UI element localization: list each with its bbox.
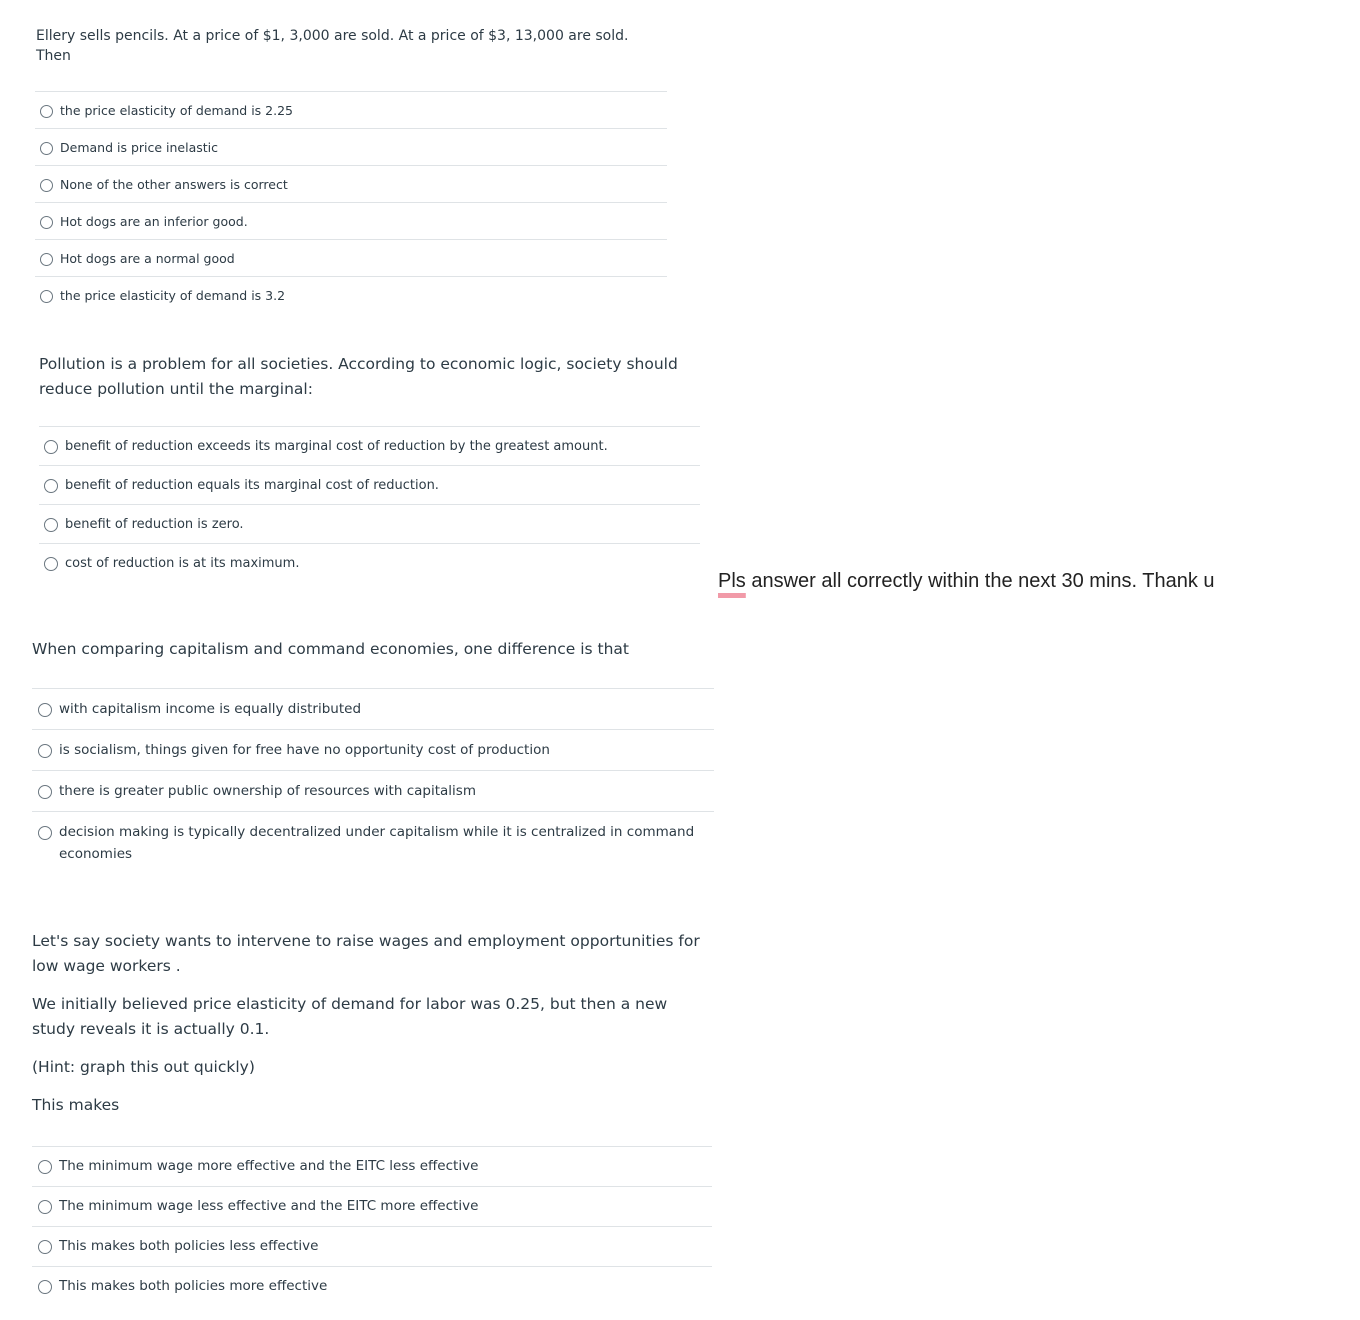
question-2-answers <box>39 426 700 583</box>
question-3-answers <box>32 688 714 873</box>
answer-label: benefit of reduction is zero. <box>65 517 244 532</box>
answer-option[interactable] <box>35 277 667 314</box>
radio-button[interactable] <box>38 826 52 840</box>
answer-label: This makes both policies more effective <box>59 1278 328 1294</box>
answer-option[interactable] <box>32 1147 712 1187</box>
answer-option[interactable] <box>32 771 714 812</box>
radio-button[interactable] <box>38 1160 52 1174</box>
request-note-text: answer all correctly within the next 30 mins. Thank u <box>745 570 1215 592</box>
answer-label: decision making is typically decentralized under capitalism while it is centralized in command economies <box>59 824 695 862</box>
question-1-prompt: Ellery sells pencils. At a price of $1, 3,000 are sold. At a price of $3, 13,000 are sold. Then <box>36 28 629 64</box>
answer-option[interactable] <box>32 812 714 873</box>
answer-label: Demand is price inelastic <box>60 140 219 155</box>
answer-label: Hot dogs are an inferior good. <box>60 214 248 229</box>
question-1 <box>35 26 667 314</box>
answer-option[interactable] <box>32 730 714 771</box>
radio-button[interactable] <box>38 744 52 758</box>
answer-option[interactable] <box>39 466 700 505</box>
answer-label: benefit of reduction exceeds its marginal cost of reduction by the greatest amount. <box>65 439 608 454</box>
answer-option[interactable] <box>39 427 700 466</box>
question-4-prompt-p1: Let's say society wants to intervene to raise wages and employment opportunities for low wage workers . <box>32 932 700 975</box>
answer-label: None of the other answers is correct <box>60 177 288 192</box>
radio-button[interactable] <box>38 785 52 799</box>
answer-option[interactable] <box>32 1187 712 1227</box>
radio-button[interactable] <box>44 518 58 532</box>
answer-option[interactable] <box>32 1267 712 1307</box>
radio-button[interactable] <box>38 703 52 717</box>
radio-button[interactable] <box>40 253 53 266</box>
question-3 <box>32 637 714 873</box>
answer-label: with capitalism income is equally distributed <box>59 701 362 717</box>
answer-label: benefit of reduction equals its marginal cost of reduction. <box>65 478 439 493</box>
answer-option[interactable] <box>35 129 667 166</box>
answer-label: The minimum wage less effective and the EITC more effective <box>59 1198 479 1214</box>
answer-label: the price elasticity of demand is 2.25 <box>60 103 294 118</box>
radio-button[interactable] <box>44 479 58 493</box>
radio-button[interactable] <box>44 440 58 454</box>
answer-option[interactable] <box>32 689 714 730</box>
answer-option[interactable] <box>39 505 700 544</box>
radio-button[interactable] <box>38 1200 52 1214</box>
question-2 <box>39 352 700 583</box>
answer-label: The minimum wage more effective and the EITC less effective <box>59 1158 479 1174</box>
question-4-hint: (Hint: graph this out quickly) <box>32 1058 255 1076</box>
radio-button[interactable] <box>40 105 53 118</box>
answer-option[interactable] <box>35 240 667 277</box>
question-4-answers <box>32 1146 712 1307</box>
question-4-prompt-p2: We initially believed price elasticity of demand for labor was 0.25, but then a new study reveals it is actually 0.1. <box>32 995 668 1038</box>
radio-button[interactable] <box>40 216 53 229</box>
answer-option[interactable] <box>35 166 667 203</box>
answer-label: cost of reduction is at its maximum. <box>65 556 300 571</box>
question-3-prompt: When comparing capitalism and command economies, one difference is that <box>32 640 629 658</box>
answer-option[interactable] <box>35 92 667 129</box>
radio-button[interactable] <box>40 142 53 155</box>
request-note <box>718 568 1215 594</box>
answer-label: Hot dogs are a normal good <box>60 251 235 266</box>
question-2-prompt: Pollution is a problem for all societies. According to economic logic, society should reduce pollution until the marginal: <box>39 355 678 398</box>
answer-label: the price elasticity of demand is 3.2 <box>60 288 286 303</box>
answer-option[interactable] <box>39 544 700 583</box>
question-4 <box>32 929 712 1307</box>
answer-option[interactable] <box>32 1227 712 1267</box>
radio-button[interactable] <box>44 557 58 571</box>
question-4-stem: This makes <box>32 1096 120 1114</box>
answer-option[interactable] <box>35 203 667 240</box>
radio-button[interactable] <box>38 1280 52 1294</box>
answer-label: there is greater public ownership of resources with capitalism <box>59 783 476 799</box>
spellcheck-flagged-word: Pls <box>718 570 746 592</box>
radio-button[interactable] <box>38 1240 52 1254</box>
answer-label: is socialism, things given for free have no opportunity cost of production <box>59 742 550 758</box>
question-1-answers <box>35 91 667 314</box>
answer-label: This makes both policies less effective <box>59 1238 319 1254</box>
radio-button[interactable] <box>40 290 53 303</box>
radio-button[interactable] <box>40 179 53 192</box>
